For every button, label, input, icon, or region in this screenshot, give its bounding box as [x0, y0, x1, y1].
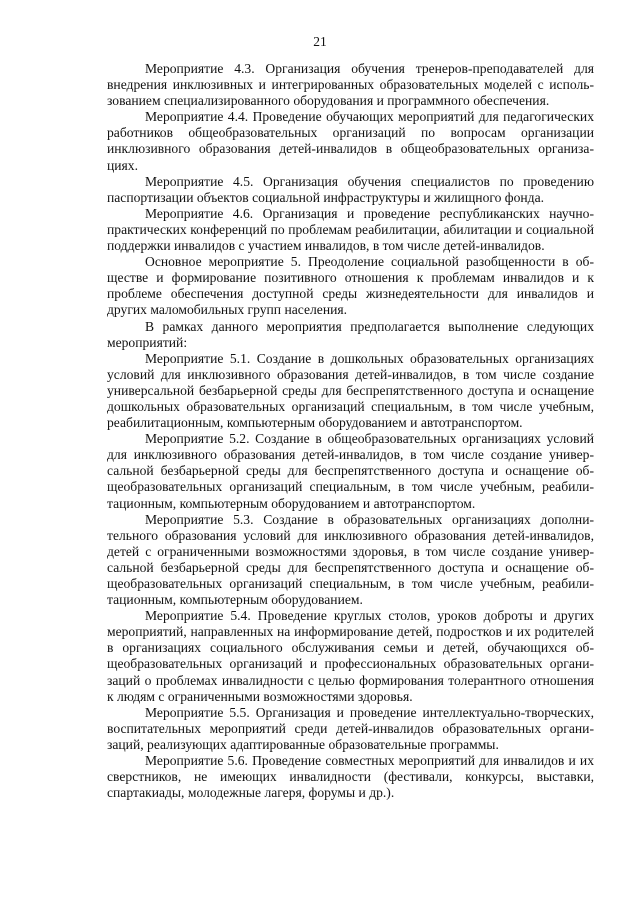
paragraph-measures-intro: В рамках данного мероприятия предполагается выполнение следующих мероприятий: [107, 318, 594, 350]
document-body [107, 61, 594, 801]
paragraph-measure-5-4: Мероприятие 5.4. Проведение круглых столов, уроков доброты и других мероприятий, направленных на информирование детей, подростков и их родителей в организациях социального обслуживания семьи и детей, обучающихся общеобразовательных организаций и профессиональных образовательных организаций о проблемах инвалидности с целью формирования толерантного отношения к людям с ограниченными возможностями здоровья. [107, 608, 594, 704]
paragraph-measure-5-1: Мероприятие 5.1. Создание в дошкольных образовательных организациях условий для инклюзивного образования детей-инвалидов, в том числе создание универсальной безбарьерной среды для беспрепятственного доступа и оснащение дошкольных образовательных организаций специальным, в том числе учебным, реабилитационным, компьютерным оборудованием и автотранспортом. [107, 350, 594, 431]
paragraph-measure-4-3: Мероприятие 4.3. Организация обучения тренеров-преподавателей для внедрения инклюзивных и интегрированных образовательных моделей с использованием специализированного оборудования и программного обеспечения. [107, 61, 594, 109]
page-number: 21 [313, 34, 327, 49]
paragraph-measure-5-2: Мероприятие 5.2. Создание в общеобразовательных организациях условий для инклюзивного образования детей-инвалидов, в том числе создание универсальной безбарьерной среды для беспрепятственного доступа и оснащение общеобразовательных организаций специальным, в том числе учебным, реабилитационным, компьютерным оборудованием и автотранспортом. [107, 431, 594, 511]
paragraph-measure-5-3: Мероприятие 5.3. Создание в образовательных организациях дополнительного образования условий для инклюзивного образования детей-инвалидов, детей с ограниченными возможностями здоровья, в том числе создание универсальной безбарьерной среды для беспрепятственного доступа и оснащение общеобразовательных организаций специальным, в том числе учебным, реабилитационным, компьютерным оборудованием. [107, 511, 594, 608]
paragraph-main-measure-5: Основное мероприятие 5. Преодоление социальной разобщенности в обществе и формирование позитивного отношения к проблемам инвалидов и к проблеме обеспечения доступной среды жизнедеятельности для инвалидов и других маломобильных групп населения. [107, 254, 594, 318]
paragraph-measure-5-5: Мероприятие 5.5. Организация и проведение интеллектуально-творческих, воспитательных мероприятий среди детей-инвалидов образовательных организаций, реализующих адаптированные образовательные программы. [107, 704, 594, 752]
paragraph-measure-4-5: Мероприятие 4.5. Организация обучения специалистов по проведению паспортизации объектов социальной инфраструктуры и жилищного фонда. [107, 173, 594, 205]
paragraph-measure-4-4: Мероприятие 4.4. Проведение обучающих мероприятий для педагогических работников общеобразовательных организаций по вопросам организации инклюзивного образования детей-инвалидов в общеобразовательных организациях. [107, 109, 594, 173]
paragraph-measure-5-6: Мероприятие 5.6. Проведение совместных мероприятий для инвалидов и их сверстников, не имеющих инвалидности (фестивали, конкурсы, выставки, спартакиады, молодежные лагеря, форумы и др.). [107, 753, 594, 801]
paragraph-measure-4-6: Мероприятие 4.6. Организация и проведение республиканских научно-практических конференций по проблемам реабилитации, абилитации и социальной поддержки инвалидов с участием инвалидов, в том числе детей-инвалидов. [107, 205, 594, 254]
